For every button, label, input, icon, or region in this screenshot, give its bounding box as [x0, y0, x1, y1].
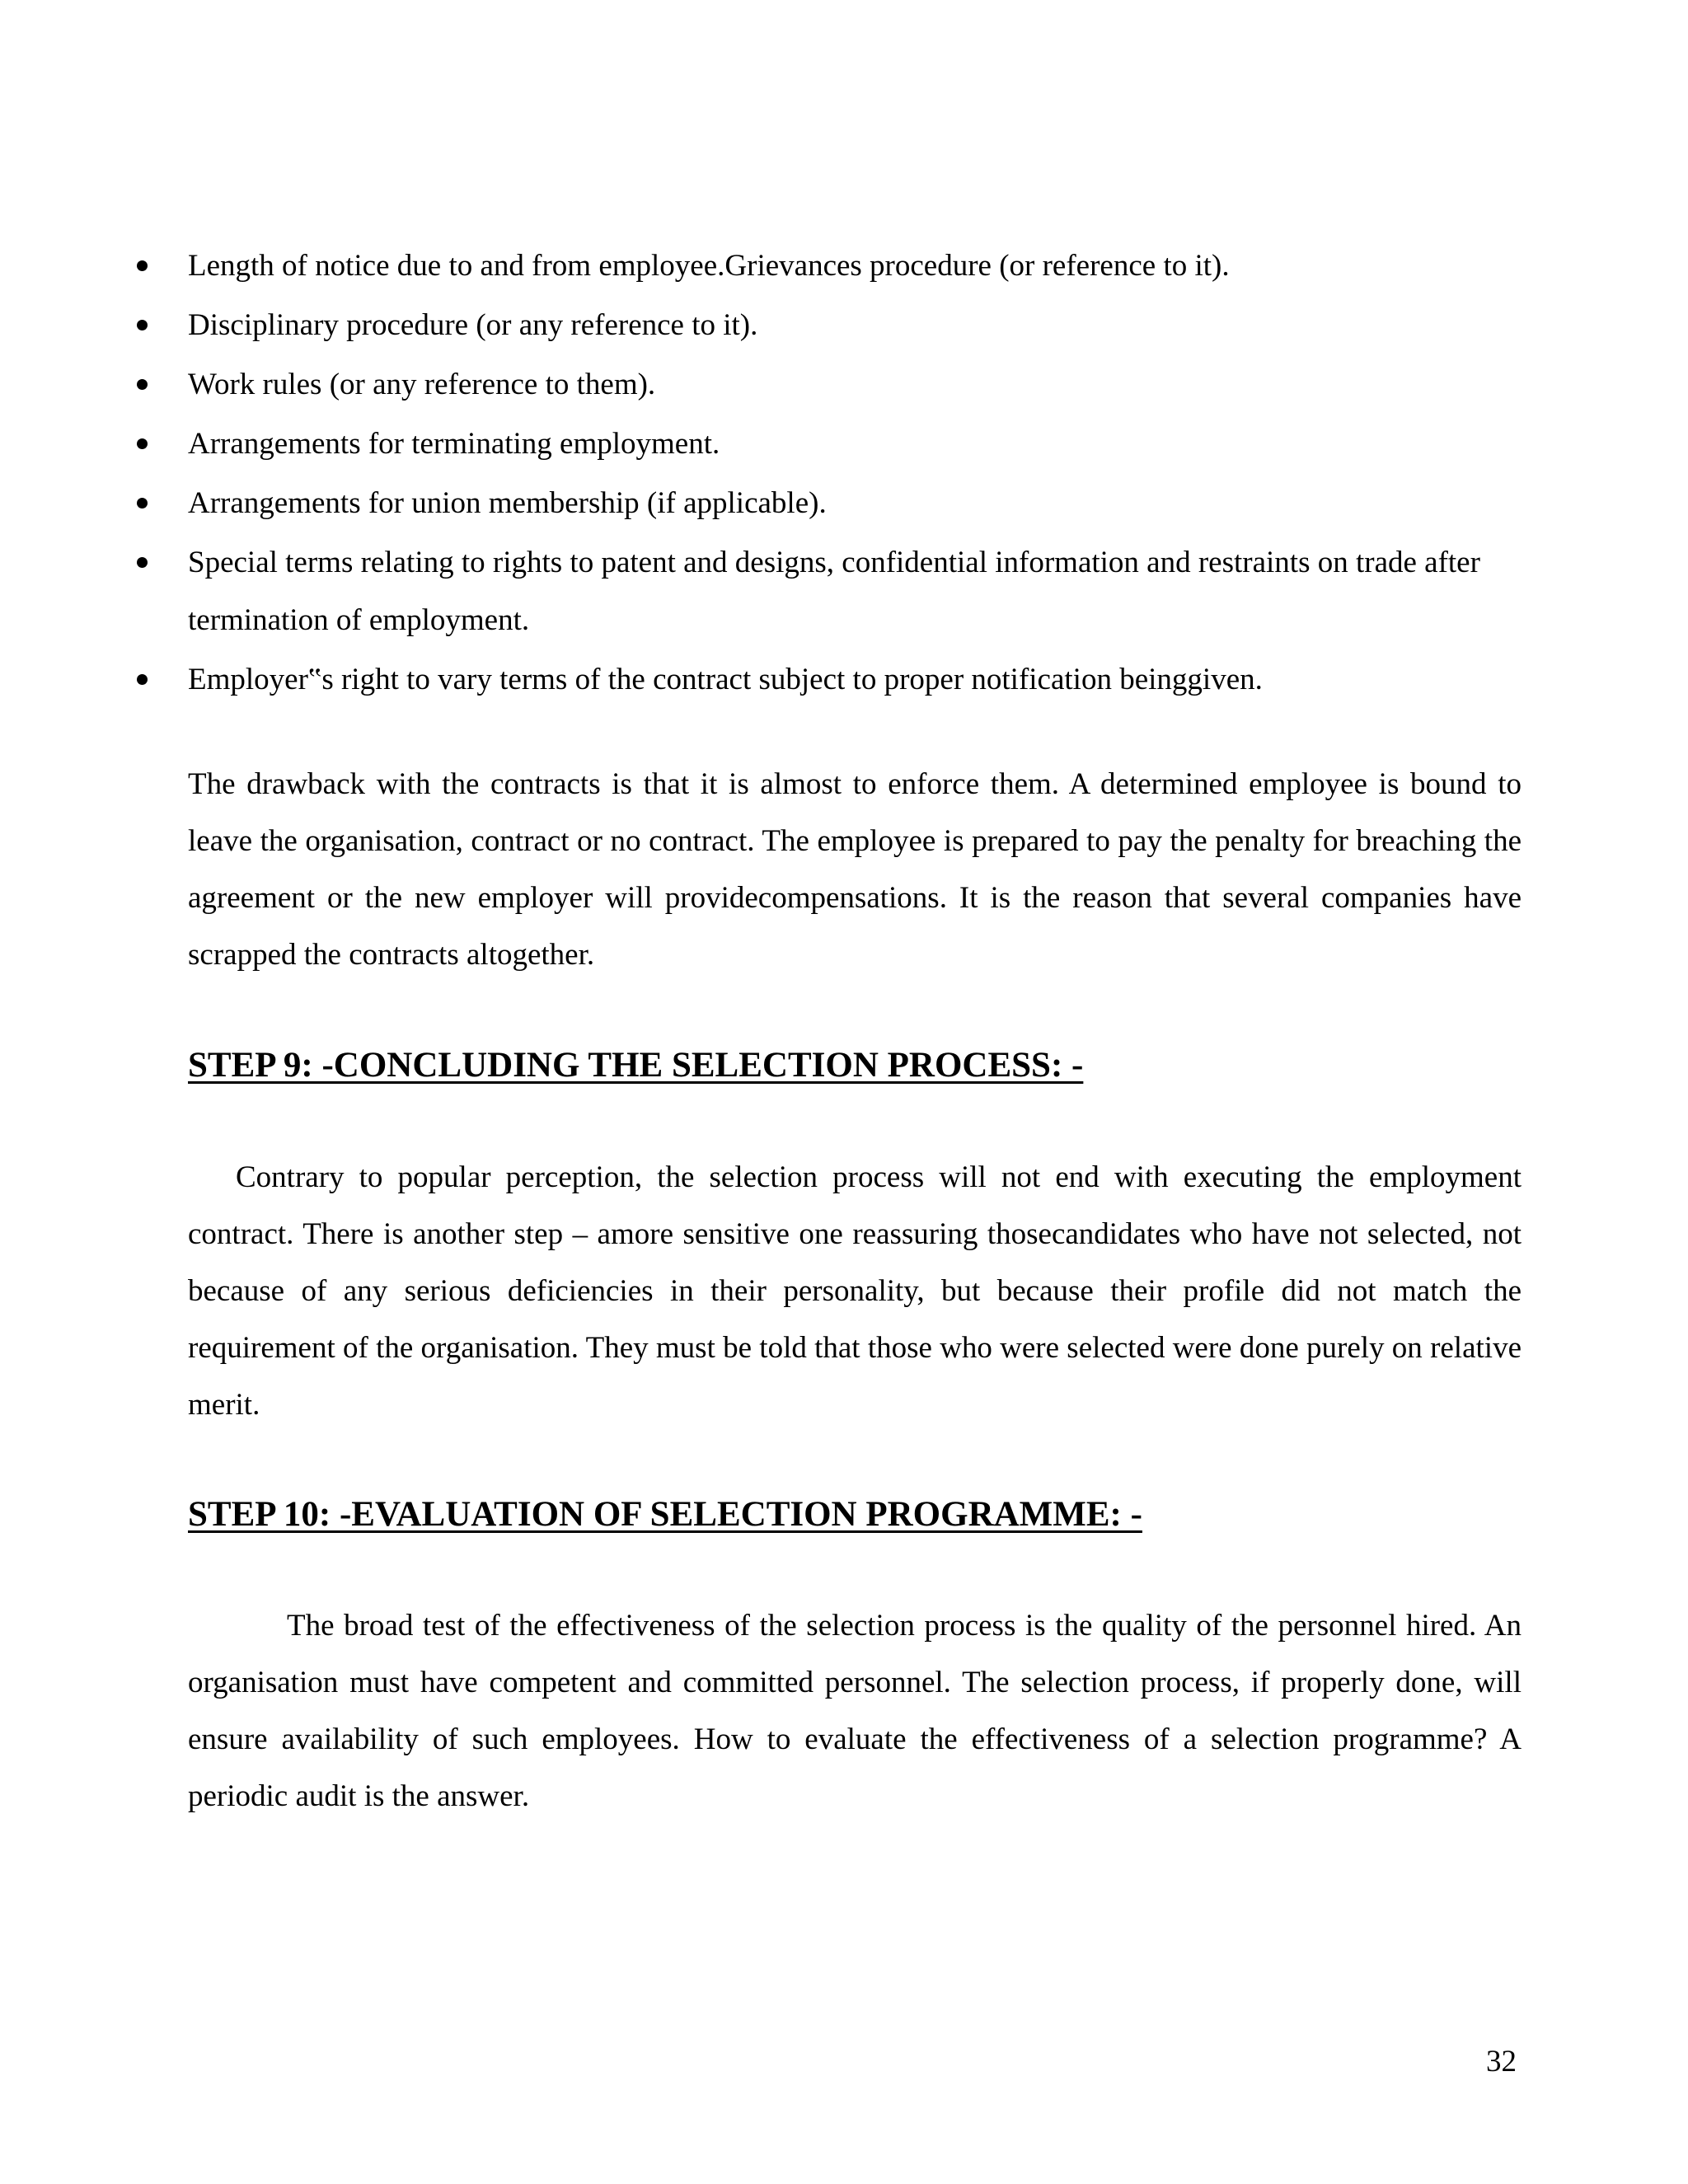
list-item	[137, 475, 1522, 532]
list-item	[137, 297, 1522, 354]
list-item	[137, 415, 1522, 473]
list-item	[137, 651, 1522, 709]
list-item	[137, 356, 1522, 414]
page-number: 32	[1486, 2045, 1517, 2079]
step9-heading: STEP 9: -CONCLUDING THE SELECTION PROCESS: -	[188, 1046, 1084, 1085]
list-item	[137, 534, 1522, 649]
bullet-icon	[137, 438, 148, 449]
drawback-paragraph: The drawback with the contracts is that it is almost to enforce them. A determined employee is bound to leave the organisation, contract or no contract. The employee is prepared to pay the penalty for breaching the agreement or the new employer will providecompensations. It is the reason that several companies have scrapped the contracts altogether.	[188, 767, 1522, 972]
list-item-text: Special terms relating to rights to patent and designs, confidential information and restraints on trade after termination of employment.	[188, 546, 1480, 637]
list-item-text: Arrangements for terminating employment.	[188, 427, 720, 461]
bullet-icon	[137, 320, 148, 330]
contract-terms-list	[137, 237, 1522, 710]
bullet-icon	[137, 379, 148, 390]
list-item-text: Employer‟s right to vary terms of the contract subject to proper notification beinggiven.	[188, 663, 1263, 696]
bullet-icon	[137, 674, 148, 685]
bullet-icon	[137, 498, 148, 509]
list-item-text: Disciplinary procedure (or any reference to it).	[188, 308, 758, 342]
step10-paragraph: The broad test of the effectiveness of the selection process is the quality of the personnel hired. An organisation must have competent and committed personnel. The selection process, if properly done, will ensure availability of such employees. How to evaluate the effectiveness of a selection programme? A periodic audit is the answer.	[188, 1609, 1522, 1813]
step9-paragraph: Contrary to popular perception, the selection process will not end with executing the employment contract. There is another step – amore sensitive one reassuring thosecandidates who have not selected, not because of any serious deficiencies in their personality, but because their profile did not match the requirement of the organisation. They must be told that those who were selected were done purely on relative merit.	[188, 1160, 1522, 1422]
list-item	[137, 237, 1522, 295]
bullet-icon	[137, 260, 148, 271]
bullet-icon	[137, 557, 148, 568]
step10-heading: STEP 10: -EVALUATION OF SELECTION PROGRAMME: -	[188, 1495, 1142, 1534]
list-item-text: Arrangements for union membership (if applicable).	[188, 486, 827, 520]
list-item-text: Work rules (or any reference to them).	[188, 368, 656, 401]
list-item-text: Length of notice due to and from employee.Grievances procedure (or reference to it).	[188, 249, 1230, 283]
